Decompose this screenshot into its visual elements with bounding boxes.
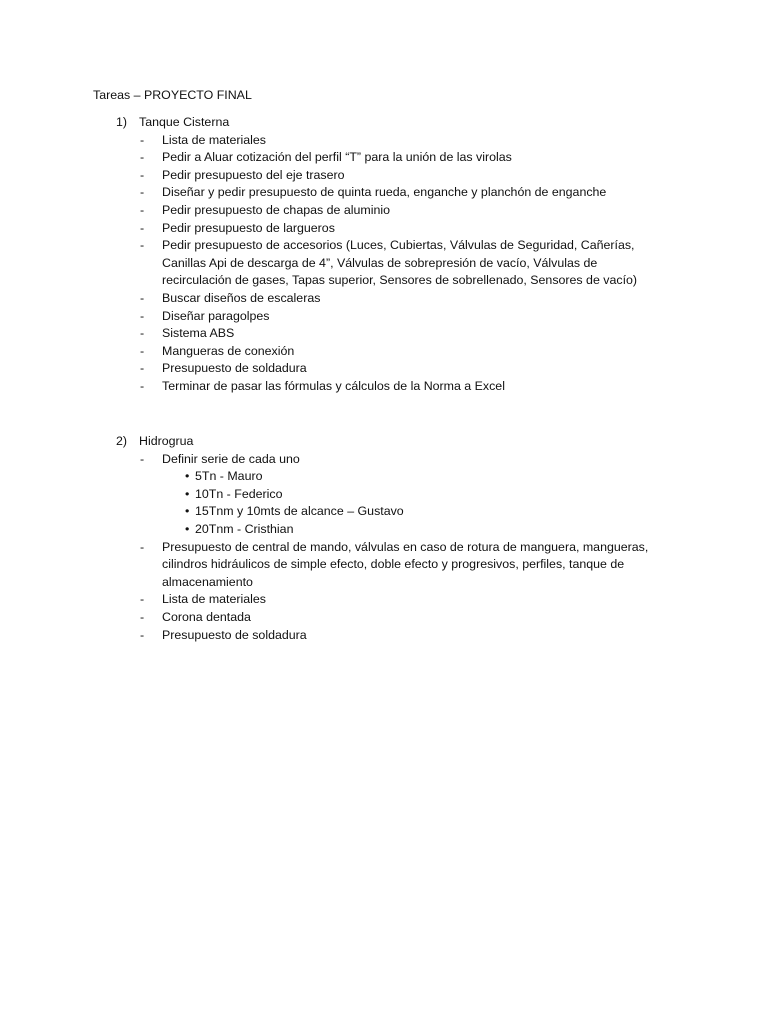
list-item xyxy=(0,343,768,361)
item-text: Pedir presupuesto de largueros xyxy=(162,220,335,235)
list-item-continuation xyxy=(0,574,768,592)
dash-marker: - xyxy=(140,451,145,466)
section-heading xyxy=(0,433,768,451)
list-item xyxy=(0,167,768,185)
list-item xyxy=(0,539,768,557)
dash-marker: - xyxy=(140,609,145,624)
item-text: Lista de materiales xyxy=(162,132,266,147)
bullet-marker: • xyxy=(185,521,190,536)
item-text: Presupuesto de soldadura xyxy=(162,627,307,642)
section-hidrogrua xyxy=(0,433,768,644)
item-text: Lista de materiales xyxy=(162,592,266,607)
list-item xyxy=(0,132,768,150)
item-text: Diseñar y pedir presupuesto de quinta rueda, enganche y planchón de enganche xyxy=(162,185,607,200)
bullet-marker: • xyxy=(185,469,190,484)
sub-item-text: 15Tnm y 10mts de alcance – Gustavo xyxy=(195,504,404,519)
item-text: Canillas Api de descarga de 4”, Válvulas de sobrepresión de vacío, Válvulas de xyxy=(162,255,598,270)
dash-marker: - xyxy=(140,290,145,305)
dash-marker: - xyxy=(140,627,145,642)
item-text: Definir serie de cada uno xyxy=(162,451,300,466)
sub-item-text: 20Tnm - Cristhian xyxy=(195,521,294,536)
item-text: almacenamiento xyxy=(162,574,253,589)
item-text: Terminar de pasar las fórmulas y cálculos de la Norma a Excel xyxy=(162,378,505,393)
dash-marker: - xyxy=(140,326,145,341)
list-item xyxy=(0,220,768,238)
item-text: Corona dentada xyxy=(162,609,251,624)
section-tanque-cisterna xyxy=(0,114,768,396)
item-text: Mangueras de conexión xyxy=(162,343,295,358)
list-item xyxy=(0,591,768,609)
sub-item-text: 5Tn - Mauro xyxy=(195,469,263,484)
sub-list-item xyxy=(0,521,768,539)
list-item xyxy=(0,627,768,645)
dash-marker: - xyxy=(140,592,145,607)
document-title: Tareas – PROYECTO FINAL xyxy=(93,88,252,102)
item-text: Pedir presupuesto de accesorios (Luces, Cubiertas, Válvulas de Seguridad, Cañerías, xyxy=(162,238,635,253)
dash-marker: - xyxy=(140,150,145,165)
sub-list-item xyxy=(0,486,768,504)
list-item xyxy=(0,360,768,378)
dash-marker: - xyxy=(140,238,145,253)
dash-marker: - xyxy=(140,343,145,358)
list-item xyxy=(0,609,768,627)
dash-marker: - xyxy=(140,202,145,217)
dash-marker: - xyxy=(140,539,145,554)
item-text: Buscar diseños de escaleras xyxy=(162,290,321,305)
section-title: Tanque Cisterna xyxy=(139,115,230,129)
item-text: cilindros hidráulicos de simple efecto, doble efecto y progresivos, perfiles, tanque de xyxy=(162,557,625,572)
item-text: Diseñar paragolpes xyxy=(162,308,270,323)
list-item xyxy=(0,325,768,343)
section-title: Hidrogrua xyxy=(139,434,194,448)
section-number: 2) xyxy=(116,434,128,448)
list-item xyxy=(0,149,768,167)
item-text: Pedir presupuesto del eje trasero xyxy=(162,167,345,182)
dash-marker: - xyxy=(140,378,145,393)
dash-marker: - xyxy=(140,185,145,200)
section-number: 1) xyxy=(116,115,128,129)
item-text: Presupuesto de central de mando, válvulas en caso de rotura de manguera, mangueras, xyxy=(162,539,649,554)
dash-marker: - xyxy=(140,132,145,147)
dash-marker: - xyxy=(140,167,145,182)
list-item xyxy=(0,202,768,220)
list-item xyxy=(0,184,768,202)
sub-list-item xyxy=(0,468,768,486)
item-text: recirculación de gases, Tapas superior, Sensores de sobrellenado, Sensores de vacío) xyxy=(162,273,638,288)
dash-marker: - xyxy=(140,220,145,235)
sub-item-text: 10Tn - Federico xyxy=(195,486,283,501)
dash-marker: - xyxy=(140,361,145,376)
section-heading xyxy=(0,114,768,132)
list-item xyxy=(0,237,768,255)
list-item-continuation xyxy=(0,272,768,290)
list-item xyxy=(0,451,768,469)
list-item xyxy=(0,378,768,396)
item-text: Presupuesto de soldadura xyxy=(162,361,307,376)
bullet-marker: • xyxy=(185,486,190,501)
item-text: Sistema ABS xyxy=(162,326,235,341)
list-item-continuation xyxy=(0,255,768,273)
dash-marker: - xyxy=(140,308,145,323)
sub-list-item xyxy=(0,503,768,521)
item-text: Pedir presupuesto de chapas de aluminio xyxy=(162,202,390,217)
list-item-continuation xyxy=(0,556,768,574)
item-text: Pedir a Aluar cotización del perfil “T” para la unión de las virolas xyxy=(162,150,512,165)
bullet-marker: • xyxy=(185,504,190,519)
list-item xyxy=(0,290,768,308)
list-item xyxy=(0,308,768,326)
